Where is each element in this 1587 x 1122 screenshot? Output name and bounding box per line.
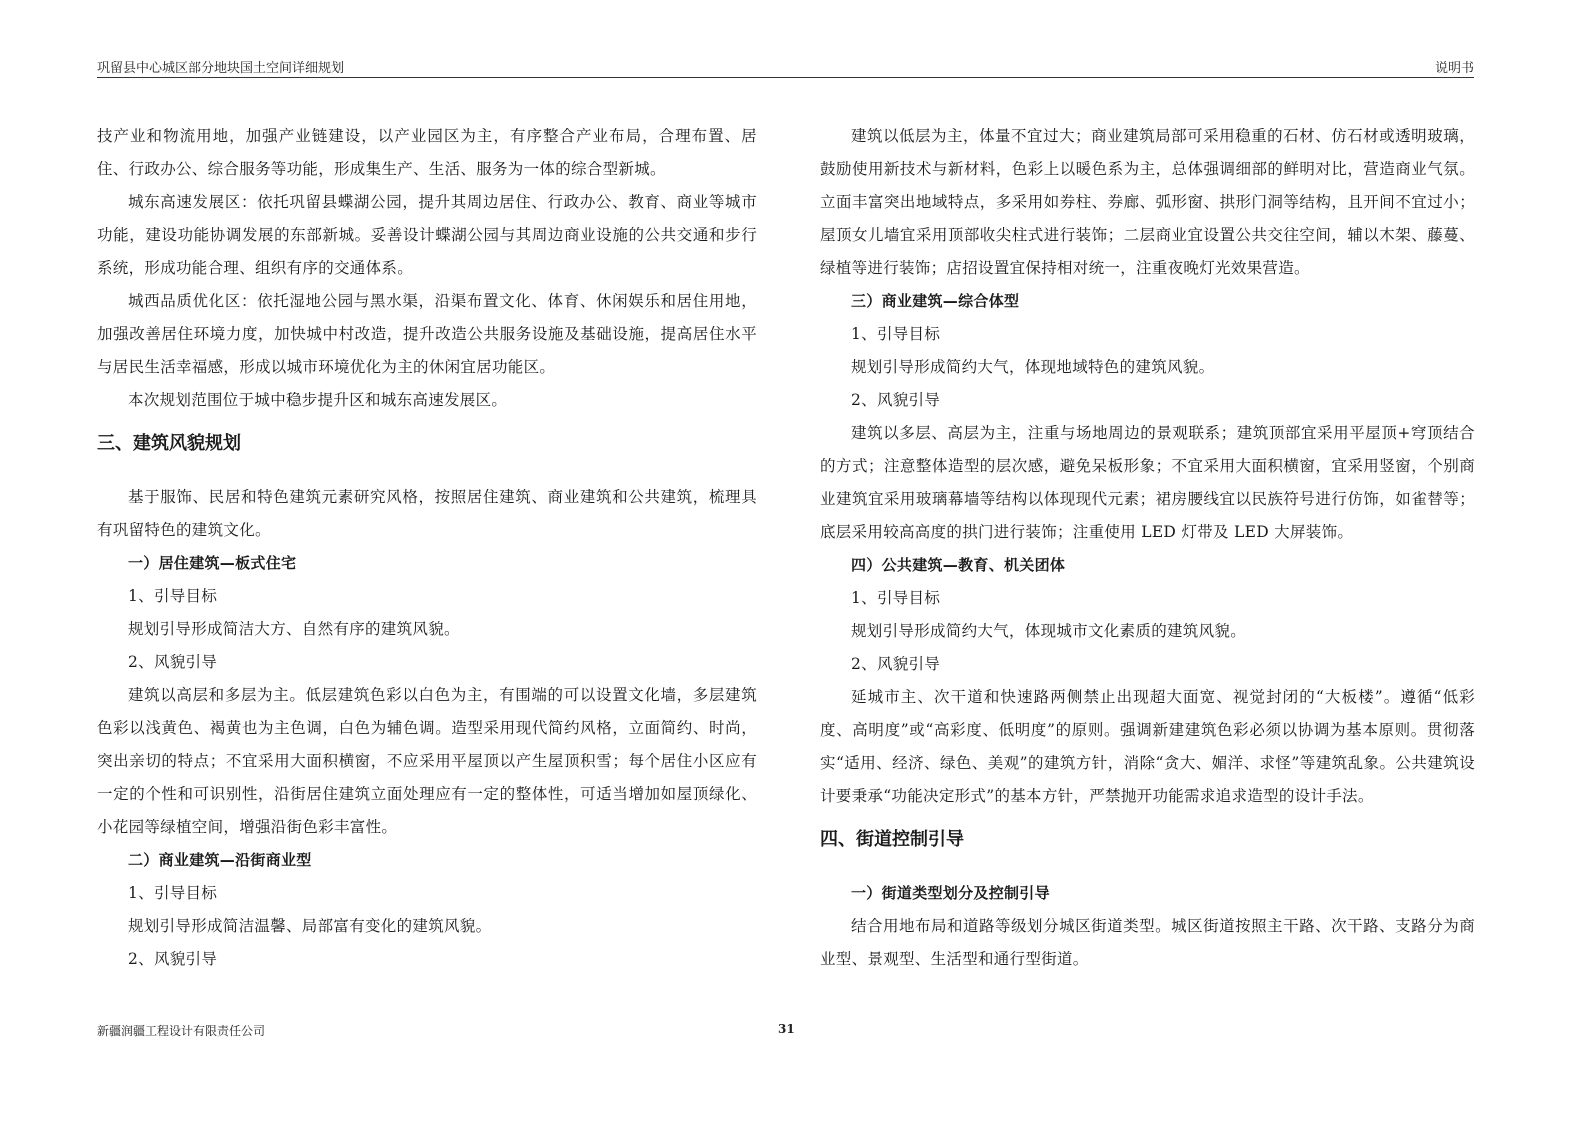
paragraph: 规划引导形成简约大气，体现城市文化素质的建筑风貌。 <box>851 622 1247 640</box>
document-type: 说明书 <box>1434 61 1474 76</box>
left-column <box>97 120 757 976</box>
document-title: 巩留县中心城区部分地块国土空间详细规划 <box>97 61 345 76</box>
right-column <box>820 120 1475 976</box>
list-item: 1、引导目标 <box>128 587 218 605</box>
list-item: 1、引导目标 <box>128 884 218 902</box>
subsection-heading: 二）商业建筑—沿街商业型 <box>128 851 312 869</box>
list-item: 2、风貌引导 <box>128 950 218 968</box>
company-name: 新疆润疆工程设计有限责任公司 <box>97 1024 266 1038</box>
paragraph: 规划引导形成简洁温馨、局部富有变化的建筑风貌。 <box>128 917 492 935</box>
paragraph: 规划引导形成简洁大方、自然有序的建筑风貌。 <box>128 620 460 638</box>
paragraph: 建筑以低层为主，体量不宜过大；商业建筑局部可采用稳重的石材、仿石材或透明玻璃，鼓励使用新技术与新材料，色彩上以暖色系为主，总体强调细部的鲜明对比，营造商业气氛。立面丰富突出地域特点，多采用如券柱、券廊、弧形窗、拱形门洞等结构，且开间不宜过小；屋顶女儿墙宜采用顶部收尖柱式进行装饰；二层商业宜设置公共交往空间，辅以木架、藤蔓、绿植等进行装饰；店招设置宜保持相对统一，注重夜晚灯光效果营造。 <box>820 127 1475 277</box>
paragraph: 城东高速发展区：依托巩留县蝶湖公园，提升其周边居住、行政办公、教育、商业等城市功能，建设功能协调发展的东部新城。妥善设计蝶湖公园与其周边商业设施的公共交通和步行系统，形成功能合理、组织有序的交通体系。 <box>97 193 757 277</box>
list-item: 2、风貌引导 <box>851 391 941 409</box>
list-item: 1、引导目标 <box>851 589 941 607</box>
paragraph: 技产业和物流用地，加强产业链建设，以产业园区为主，有序整合产业布局，合理布置、居住、行政办公、综合服务等功能，形成集生产、生活、服务为一体的综合型新城。 <box>97 127 757 178</box>
list-item: 2、风貌引导 <box>851 655 941 673</box>
paragraph: 规划引导形成简约大气，体现地域特色的建筑风貌。 <box>851 358 1215 376</box>
section-heading: 四、街道控制引导 <box>820 829 964 850</box>
page-number: 31 <box>778 1022 795 1036</box>
header-divider <box>97 77 1474 78</box>
paragraph: 建筑以高层和多层为主。低层建筑色彩以白色为主，有围端的可以设置文化墙，多层建筑色彩以浅黄色、褐黄也为主色调，白色为辅色调。造型采用现代简约风格，立面简约、时尚，突出亲切的特点；不宜采用大面积横窗，不应采用平屋顶以产生屋顶积雪；每个居住小区应有一定的个性和可识别性，沿街居住建筑立面处理应有一定的整体性，可适当增加如屋顶绿化、小花园等绿植空间，增强沿街色彩丰富性。 <box>97 686 757 836</box>
subsection-heading: 四）公共建筑—教育、机关团体 <box>851 556 1066 574</box>
paragraph: 本次规划范围位于城中稳步提升区和城东高速发展区。 <box>128 391 508 409</box>
list-item: 2、风貌引导 <box>128 653 218 671</box>
paragraph: 延城市主、次干道和快速路两侧禁止出现超大面宽、视觉封闭的“大板楼”。遵循“低彩度、高明度”或“高彩度、低明度”的原则。强调新建建筑色彩必须以协调为基本原则。贯彻落实“适用、经济、绿色、美观”的建筑方针，消除“贪大、媚洋、求怪”等建筑乱象。公共建筑设计要秉承“功能决定形式”的基本方针，严禁抛开功能需求追求造型的设计手法。 <box>820 688 1475 805</box>
paragraph: 结合用地布局和道路等级划分城区街道类型。城区街道按照主干路、次干路、支路分为商业型、景观型、生活型和通行型街道。 <box>820 917 1475 968</box>
section-heading: 三、建筑风貌规划 <box>97 433 241 454</box>
subsection-heading: 一）居住建筑—板式住宅 <box>128 554 297 572</box>
paragraph: 城西品质优化区：依托湿地公园与黑水渠，沿渠布置文化、体育、休闲娱乐和居住用地，加强改善居住环境力度，加快城中村改造，提升改造公共服务设施及基础设施，提高居住水平与居民生活幸福感，形成以城市环境优化为主的休闲宜居功能区。 <box>97 292 757 376</box>
subsection-heading: 一）街道类型划分及控制引导 <box>851 884 1050 902</box>
list-item: 1、引导目标 <box>851 325 941 343</box>
paragraph: 建筑以多层、高层为主，注重与场地周边的景观联系；建筑顶部宜采用平屋顶+穹顶结合的方式；注意整体造型的层次感，避免呆板形象；不宜采用大面积横窗，宜采用竖窗，个别商业建筑宜采用玻璃幕墙等结构以体现现代元素；裙房腰线宜以民族符号进行仿饰，如雀替等；底层采用较高高度的拱门进行装饰；注重使用 LED 灯带及 LED 大屏装饰。 <box>820 424 1475 541</box>
subsection-heading: 三）商业建筑—综合体型 <box>851 292 1020 310</box>
paragraph: 基于服饰、民居和特色建筑元素研究风格，按照居住建筑、商业建筑和公共建筑，梳理具有巩留特色的建筑文化。 <box>97 488 757 539</box>
